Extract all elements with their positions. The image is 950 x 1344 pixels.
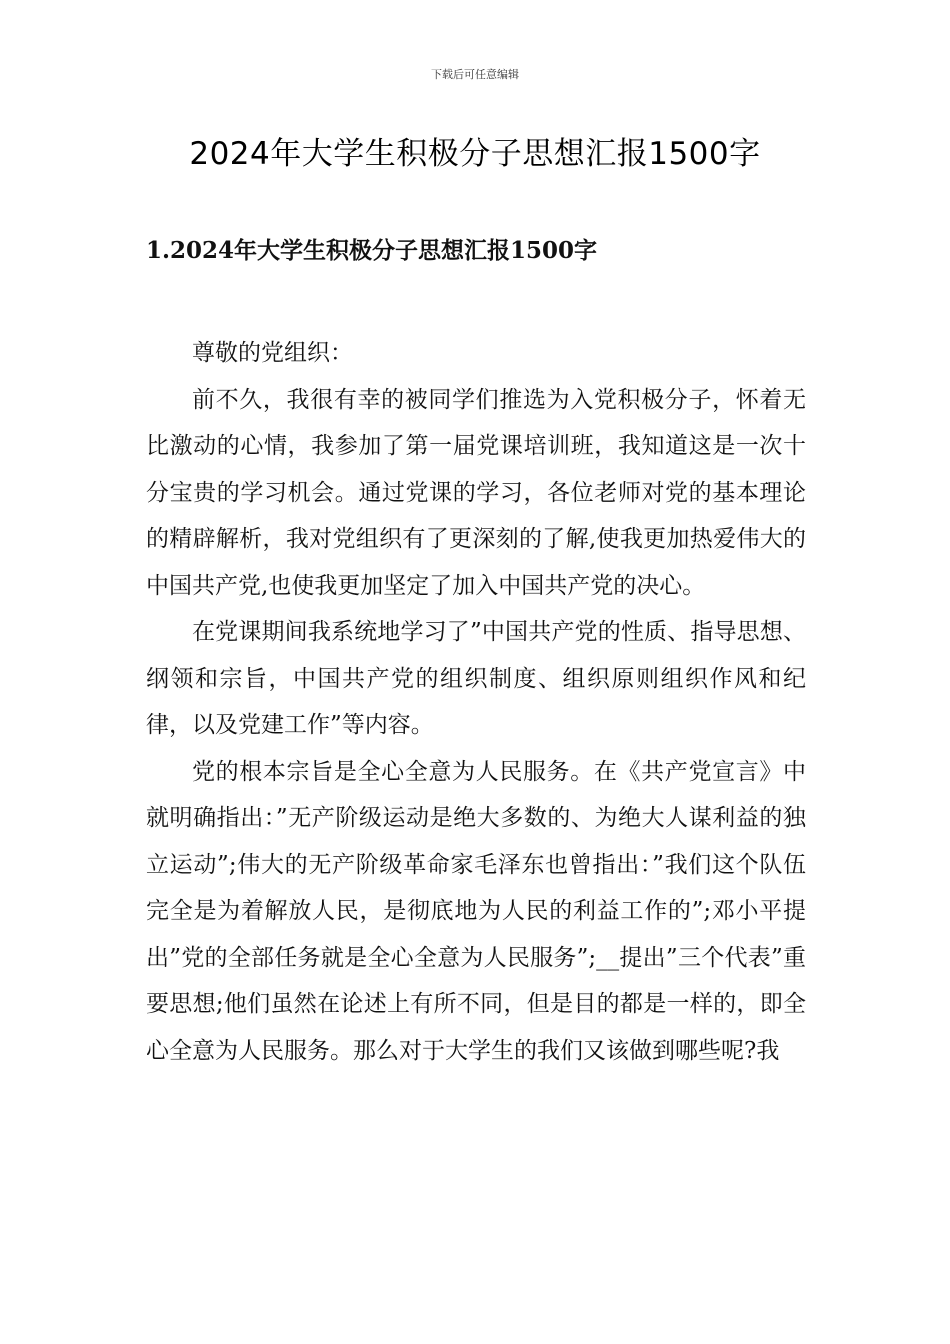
section-heading: 1.2024年大学生积极分子思想汇报1500字 [146,237,598,264]
body-paragraph: 前不久，我很有幸的被同学们推选为入党积极分子，怀着无比激动的心情，我参加了第一届党课培训班，我知道这是一次十分宝贵的学习机会。通过党课的学习，各位老师对党的基本理论的精辟解析，我对党组织有了更深刻的了解,使我更加热爱伟大的中国共产党,也使我更加坚定了加入中国共产党的决心。 [146,386,806,599]
body-paragraph: 党的根本宗旨是全心全意为人民服务。在《共产党宣言》中就明确指出：”无产阶级运动是绝大多数的、为绝大人谋利益的独立运动”;伟大的无产阶级革命家毛泽东也曾指出：”我们这个队伍完全是为着解放人民，是彻底地为人民的利益工作的”;邓小平提出”党的全部任务就是全心全意为人民服务”;__提出”三个代表”重要思想;他们虽然在论述上有所不同，但是目的都是一样的，即全心全意为人民服务。那么对于大学生的我们又该做到哪些呢?我 [146,758,806,1064]
document-body [146,330,806,1074]
salutation-paragraph: 尊敬的党组织： [192,340,353,366]
body-paragraph: 在党课期间我系统地学习了”中国共产党的性质、指导思想、纲领和宗旨，中国共产党的组织制度、组织原则组织作风和纪律，以及党建工作”等内容。 [146,619,806,738]
page-header-note: 下载后可任意编辑 [431,68,519,81]
document-title: 2024年大学生积极分子思想汇报1500字 [189,136,761,172]
